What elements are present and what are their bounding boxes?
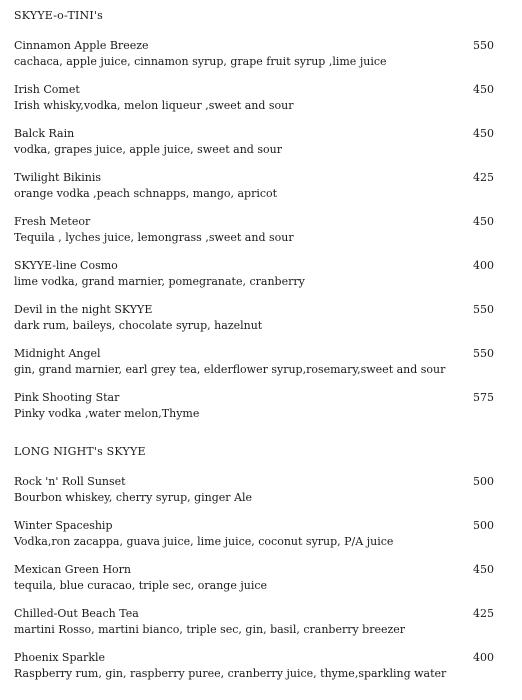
item-name: Balck Rain [14,127,75,140]
menu-item [14,518,494,550]
item-price: 575 [473,391,494,404]
menu-item [14,606,494,638]
item-price: 450 [473,563,494,576]
menu-item [14,82,494,114]
item-name: Rock 'n' Roll Sunset [14,475,126,488]
menu-item [14,214,494,246]
menu-item [14,346,494,378]
item-price: 500 [473,519,494,532]
item-price: 450 [473,127,494,140]
item-name: Pink Shooting Star [14,391,120,404]
menu-item [14,126,494,158]
item-price: 550 [473,347,494,360]
item-description: lime vodka, grand marnier, pomegranate, cranberry [14,275,305,288]
item-description: Pinky vodka ,water melon,Thyme [14,407,200,420]
item-price: 450 [473,83,494,96]
item-description: cachaca, apple juice, cinnamon syrup, grape fruit syrup ,lime juice [14,55,387,68]
menu-item [14,390,494,422]
menu-page [14,8,494,694]
section-title-long-nights-skyye: LONG NIGHT's SKYYE [14,445,146,458]
item-description: Vodka,ron zacappa, guava juice, lime juice, coconut syrup, P/A juice [14,535,394,548]
menu-item [14,258,494,290]
menu-item [14,170,494,202]
menu-item [14,474,494,506]
section-title-skyye-o-tinis: SKYYE-o-TINI's [14,9,104,22]
item-price: 550 [473,303,494,316]
item-description: Tequila , lyches juice, lemongrass ,sweet and sour [14,231,294,244]
item-price: 425 [473,171,494,184]
item-name: Winter Spaceship [14,519,113,532]
menu-item [14,650,494,682]
item-price: 550 [473,39,494,52]
item-description: dark rum, baileys, chocolate syrup, hazelnut [14,319,263,332]
item-name: Devil in the night SKYYE [14,303,153,316]
item-name: Fresh Meteor [14,215,91,228]
item-name: Irish Comet [14,83,80,96]
item-description: Irish whisky,vodka, melon liqueur ,sweet and sour [14,99,294,112]
item-name: Midnight Angel [14,347,101,360]
item-price: 400 [473,651,494,664]
item-description: gin, grand marnier, earl grey tea, elderflower syrup,rosemary,sweet and sour [14,363,446,376]
menu-item [14,562,494,594]
menu-item [14,302,494,334]
item-name: Twilight Bikinis [14,171,101,184]
item-name: Phoenix Sparkle [14,651,106,664]
item-price: 425 [473,607,494,620]
item-description: orange vodka ,peach schnapps, mango, apricot [14,187,278,200]
item-name: Chilled-Out Beach Tea [14,607,139,620]
item-price: 500 [473,475,494,488]
item-name: Mexican Green Horn [14,563,131,576]
item-price: 450 [473,215,494,228]
menu-item [14,38,494,70]
item-name: SKYYE-line Cosmo [14,259,118,272]
item-description: vodka, grapes juice, apple juice, sweet and sour [14,143,282,156]
item-description: Raspberry rum, gin, raspberry puree, cranberry juice, thyme,sparkling water [14,667,447,680]
item-price: 400 [473,259,494,272]
item-description: tequila, blue curacao, triple sec, orange juice [14,579,268,592]
item-description: martini Rosso, martini bianco, triple sec, gin, basil, cranberry breezer [14,623,406,636]
item-description: Bourbon whiskey, cherry syrup, ginger Ale [14,491,253,504]
item-name: Cinnamon Apple Breeze [14,39,149,52]
